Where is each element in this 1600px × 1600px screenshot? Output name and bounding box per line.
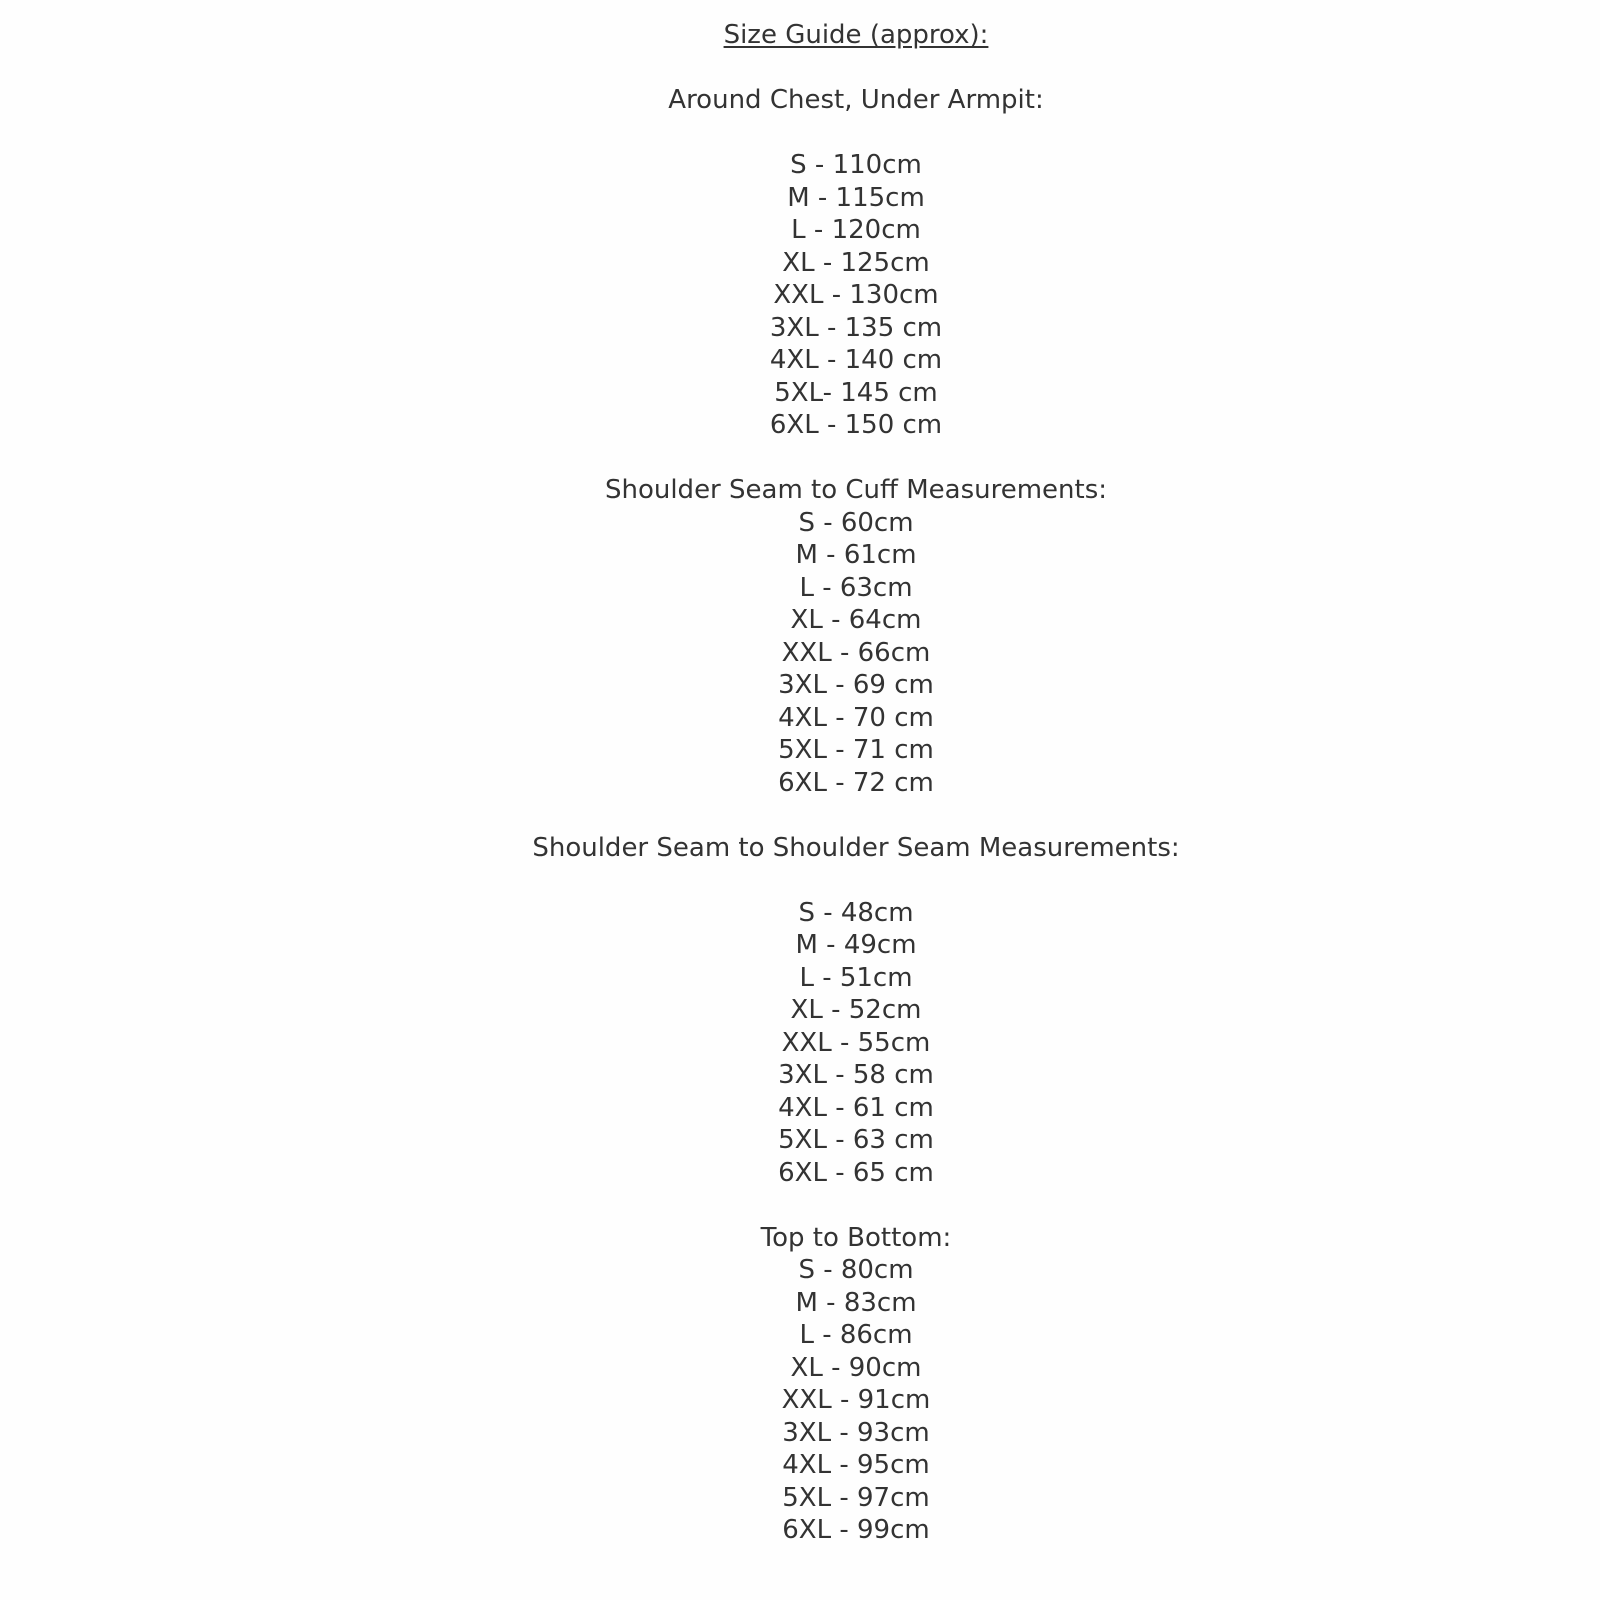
size-entry: XL - 64cm xyxy=(790,605,922,635)
size-entry: L - 51cm xyxy=(799,962,913,993)
size-entry: 5XL - 71 cm xyxy=(778,735,934,765)
size-entry: XL - 125cm xyxy=(782,247,930,278)
section-items xyxy=(112,1254,1600,1547)
size-section xyxy=(112,84,1600,442)
size-entry: 6XL - 72 cm xyxy=(778,767,934,798)
size-entry: 3XL - 135 cm xyxy=(769,312,943,343)
size-entry: XXL - 55cm xyxy=(781,1027,931,1058)
size-entry: XL - 52cm xyxy=(790,995,922,1025)
size-section xyxy=(112,474,1600,799)
size-entry: 4XL - 70 cm xyxy=(778,702,934,733)
size-entry: XXL - 66cm xyxy=(781,637,931,668)
size-entry: L - 86cm xyxy=(799,1320,913,1350)
section-heading: Around Chest, Under Armpit: xyxy=(668,85,1044,115)
size-entry: XXL - 130cm xyxy=(773,280,939,310)
size-entry: M - 83cm xyxy=(795,1287,917,1318)
size-entry: 5XL- 145 cm xyxy=(774,377,938,408)
size-entry: L - 120cm xyxy=(791,215,921,245)
size-entry: 3XL - 58 cm xyxy=(778,1060,934,1090)
size-entry: XXL - 91cm xyxy=(781,1385,931,1415)
size-entry: M - 61cm xyxy=(795,540,917,570)
section-heading: Shoulder Seam to Cuff Measurements: xyxy=(604,475,1108,505)
size-entry: S - 80cm xyxy=(798,1255,914,1285)
size-entry: S - 48cm xyxy=(798,897,914,928)
size-entry: 6XL - 99cm xyxy=(782,1515,930,1545)
size-entry: 4XL - 95cm xyxy=(782,1450,930,1480)
size-section xyxy=(112,832,1600,1190)
size-entry: 3XL - 69 cm xyxy=(778,670,934,700)
size-entry: 6XL - 65 cm xyxy=(778,1157,934,1188)
size-entry: M - 49cm xyxy=(795,930,917,960)
size-section xyxy=(112,1222,1600,1547)
size-entry: 5XL - 97cm xyxy=(782,1482,930,1513)
section-heading: Top to Bottom: xyxy=(760,1222,952,1253)
section-items xyxy=(112,507,1600,800)
size-entry: 4XL - 61 cm xyxy=(778,1092,934,1123)
size-entry: XL - 90cm xyxy=(790,1352,922,1383)
size-entry: S - 110cm xyxy=(790,150,922,180)
sections-container xyxy=(112,84,1600,1547)
size-entry: M - 115cm xyxy=(787,182,925,213)
size-entry: 6XL - 150 cm xyxy=(769,410,943,440)
size-entry: 3XL - 93cm xyxy=(782,1417,930,1448)
section-items xyxy=(112,897,1600,1190)
size-entry: S - 60cm xyxy=(798,507,914,538)
size-entry: 5XL - 63 cm xyxy=(778,1125,934,1155)
size-entry: L - 63cm xyxy=(799,572,913,603)
page-title: Size Guide (approx): xyxy=(723,20,989,50)
size-entry: 4XL - 140 cm xyxy=(769,345,943,375)
section-heading: Shoulder Seam to Shoulder Seam Measurements: xyxy=(532,832,1180,863)
section-items xyxy=(112,149,1600,442)
